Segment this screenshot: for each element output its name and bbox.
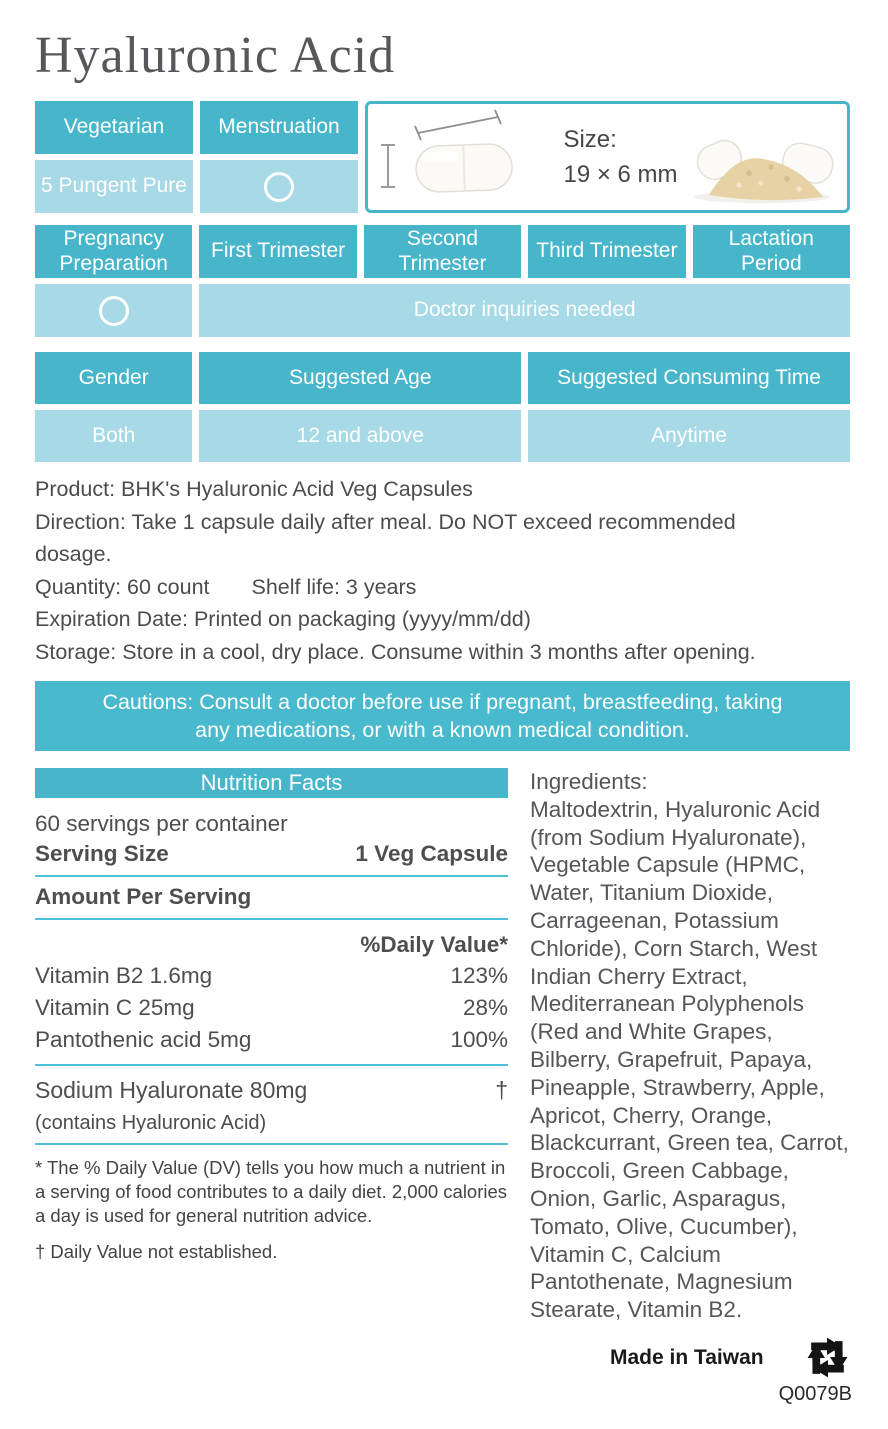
serving-size-value: 1 Veg Capsule bbox=[355, 841, 508, 866]
footer bbox=[610, 1333, 852, 1406]
cell-second-trimester: Second Trimester bbox=[364, 225, 521, 278]
lower-columns bbox=[35, 768, 850, 1324]
nutrient-dv: 123% bbox=[450, 963, 508, 988]
cautions-line1: Cautions: Consult a doctor before use if pregnant, breastfeeding, taking bbox=[102, 690, 783, 714]
divider bbox=[35, 918, 508, 920]
divider bbox=[35, 1143, 508, 1145]
capsule-size-box bbox=[365, 101, 850, 213]
dagger-mark: † bbox=[495, 1077, 508, 1103]
nutrition-facts-panel bbox=[35, 768, 508, 1263]
length-measure-line bbox=[418, 117, 498, 133]
detail-quantity: Quantity: 60 count bbox=[35, 574, 210, 599]
cell-vegetarian: Vegetarian bbox=[35, 101, 193, 154]
nutrient-name: Pantothenic acid 5mg bbox=[35, 1027, 252, 1052]
cell-menstruation-ok bbox=[200, 160, 358, 213]
nutrient-name: Vitamin B2 1.6mg bbox=[35, 963, 213, 988]
ingredients-label: Ingredients: bbox=[530, 769, 648, 794]
ingredients-panel bbox=[530, 768, 850, 1324]
ingredients-text: Maltodextrin, Hyaluronic Acid (from Sodium Hyaluronate), Vegetable Capsule (HPMC, Water, Titanium Dioxide, Carrageenan, Potassium Chloride), Corn Starch, West Indian Cherry Extract, Mediterranean Polyphenols (Red and White Grapes, Bilberry, Grapefruit, Papaya, Pineapple, Strawberry, Apple, Apricot, Cherry, Orange, Blackcurrant, Green tea, Carrot, Broccoli, Green Cabbage, Onion, Garlic, Asparagus, Tomato, Olive, Cucumber), Vitamin C, Calcium Pantothenate, Magnesium Stearate, Vitamin B2. bbox=[530, 796, 849, 1323]
nutrient-dv: 28% bbox=[462, 995, 508, 1020]
cell-time-header: Suggested Consuming Time bbox=[528, 352, 850, 404]
cell-pregnancy-preparation: Pregnancy Preparation bbox=[35, 225, 192, 278]
daily-value-header: %Daily Value* bbox=[360, 932, 508, 957]
cell-lactation-period: Lactation Period bbox=[693, 225, 850, 278]
page-title: Hyaluronic Acid bbox=[35, 27, 396, 84]
nutrient-row bbox=[35, 960, 508, 992]
nutrition-facts-header: Nutrition Facts bbox=[35, 768, 508, 798]
size-value: 19 × 6 mm bbox=[563, 161, 678, 188]
cell-age-value: 12 and above bbox=[199, 410, 521, 462]
product-code: Q0079B bbox=[778, 1383, 852, 1405]
divider bbox=[35, 1064, 508, 1066]
cell-doctor-note: Doctor inquiries needed bbox=[199, 284, 850, 337]
recycling-icon bbox=[803, 1333, 852, 1382]
nutrient-rows bbox=[35, 960, 508, 1056]
capsule-illustration-icon bbox=[376, 105, 554, 209]
serving-size-label: Serving Size bbox=[35, 841, 169, 866]
cell-first-trimester: First Trimester bbox=[199, 225, 356, 278]
detail-expiration: Expiration Date: Printed on packaging (yyyy/mm/dd) bbox=[35, 607, 531, 631]
detail-direction-cont: dosage. bbox=[35, 542, 112, 566]
cell-age-header: Suggested Age bbox=[199, 352, 521, 404]
dagger-footnote: † Daily Value not established. bbox=[35, 1241, 278, 1262]
cell-gender-value: Both bbox=[35, 410, 192, 462]
capsule-body bbox=[415, 143, 513, 192]
nutrient-name: Vitamin C 25mg bbox=[35, 995, 195, 1020]
pregnancy-table bbox=[35, 225, 850, 337]
sodium-hyaluronate-row bbox=[35, 1077, 508, 1104]
size-label: Size: bbox=[563, 126, 617, 153]
usage-table bbox=[35, 352, 850, 462]
servings-per-container: 60 servings per container bbox=[35, 811, 288, 836]
recycle-code-stack bbox=[779, 1333, 852, 1406]
cell-menstruation: Menstruation bbox=[200, 101, 358, 154]
cautions-banner bbox=[35, 681, 850, 751]
detail-product: Product: BHK's Hyaluronic Acid Veg Capsules bbox=[35, 477, 473, 501]
cell-five-pungent: 5 Pungent Pure bbox=[35, 160, 193, 213]
circle-ok-icon bbox=[264, 172, 294, 202]
nutrient-row bbox=[35, 992, 508, 1024]
detail-direction: Direction: Take 1 capsule daily after meal. Do NOT exceed recommended bbox=[35, 509, 736, 534]
cell-gender-header: Gender bbox=[35, 352, 192, 404]
daily-value-footnote: * The % Daily Value (DV) tells you how much a nutrient in a serving of food contributes to a daily diet. 2,000 calories a day is used for general nutrition advice. bbox=[35, 1157, 508, 1226]
amount-per-serving-label: Amount Per Serving bbox=[35, 884, 252, 909]
cell-third-trimester: Third Trimester bbox=[528, 225, 685, 278]
nutrient-dv: 100% bbox=[450, 1027, 508, 1052]
detail-storage: Storage: Store in a cool, dry place. Consume within 3 months after opening. bbox=[35, 639, 756, 664]
cautions-line2: any medications, or with a known medical condition. bbox=[195, 718, 690, 742]
nutrient-name: Sodium Hyaluronate 80mg bbox=[35, 1077, 308, 1103]
detail-shelf-life: Shelf life: 3 years bbox=[251, 574, 417, 599]
nutrient-row bbox=[35, 1024, 508, 1056]
cell-time-value: Anytime bbox=[528, 410, 850, 462]
size-text bbox=[563, 122, 677, 192]
made-in-taiwan-label: Made in Taiwan bbox=[609, 1346, 764, 1369]
detail-quantity-shelf bbox=[35, 571, 850, 604]
suitability-table-top bbox=[35, 101, 850, 213]
cell-pregnancy-ok bbox=[35, 284, 192, 337]
product-details bbox=[35, 473, 850, 668]
capsule-powder-photo bbox=[687, 107, 837, 207]
contains-note: (contains Hyaluronic Acid) bbox=[35, 1112, 267, 1134]
circle-ok-icon bbox=[99, 296, 129, 326]
divider bbox=[35, 875, 508, 877]
